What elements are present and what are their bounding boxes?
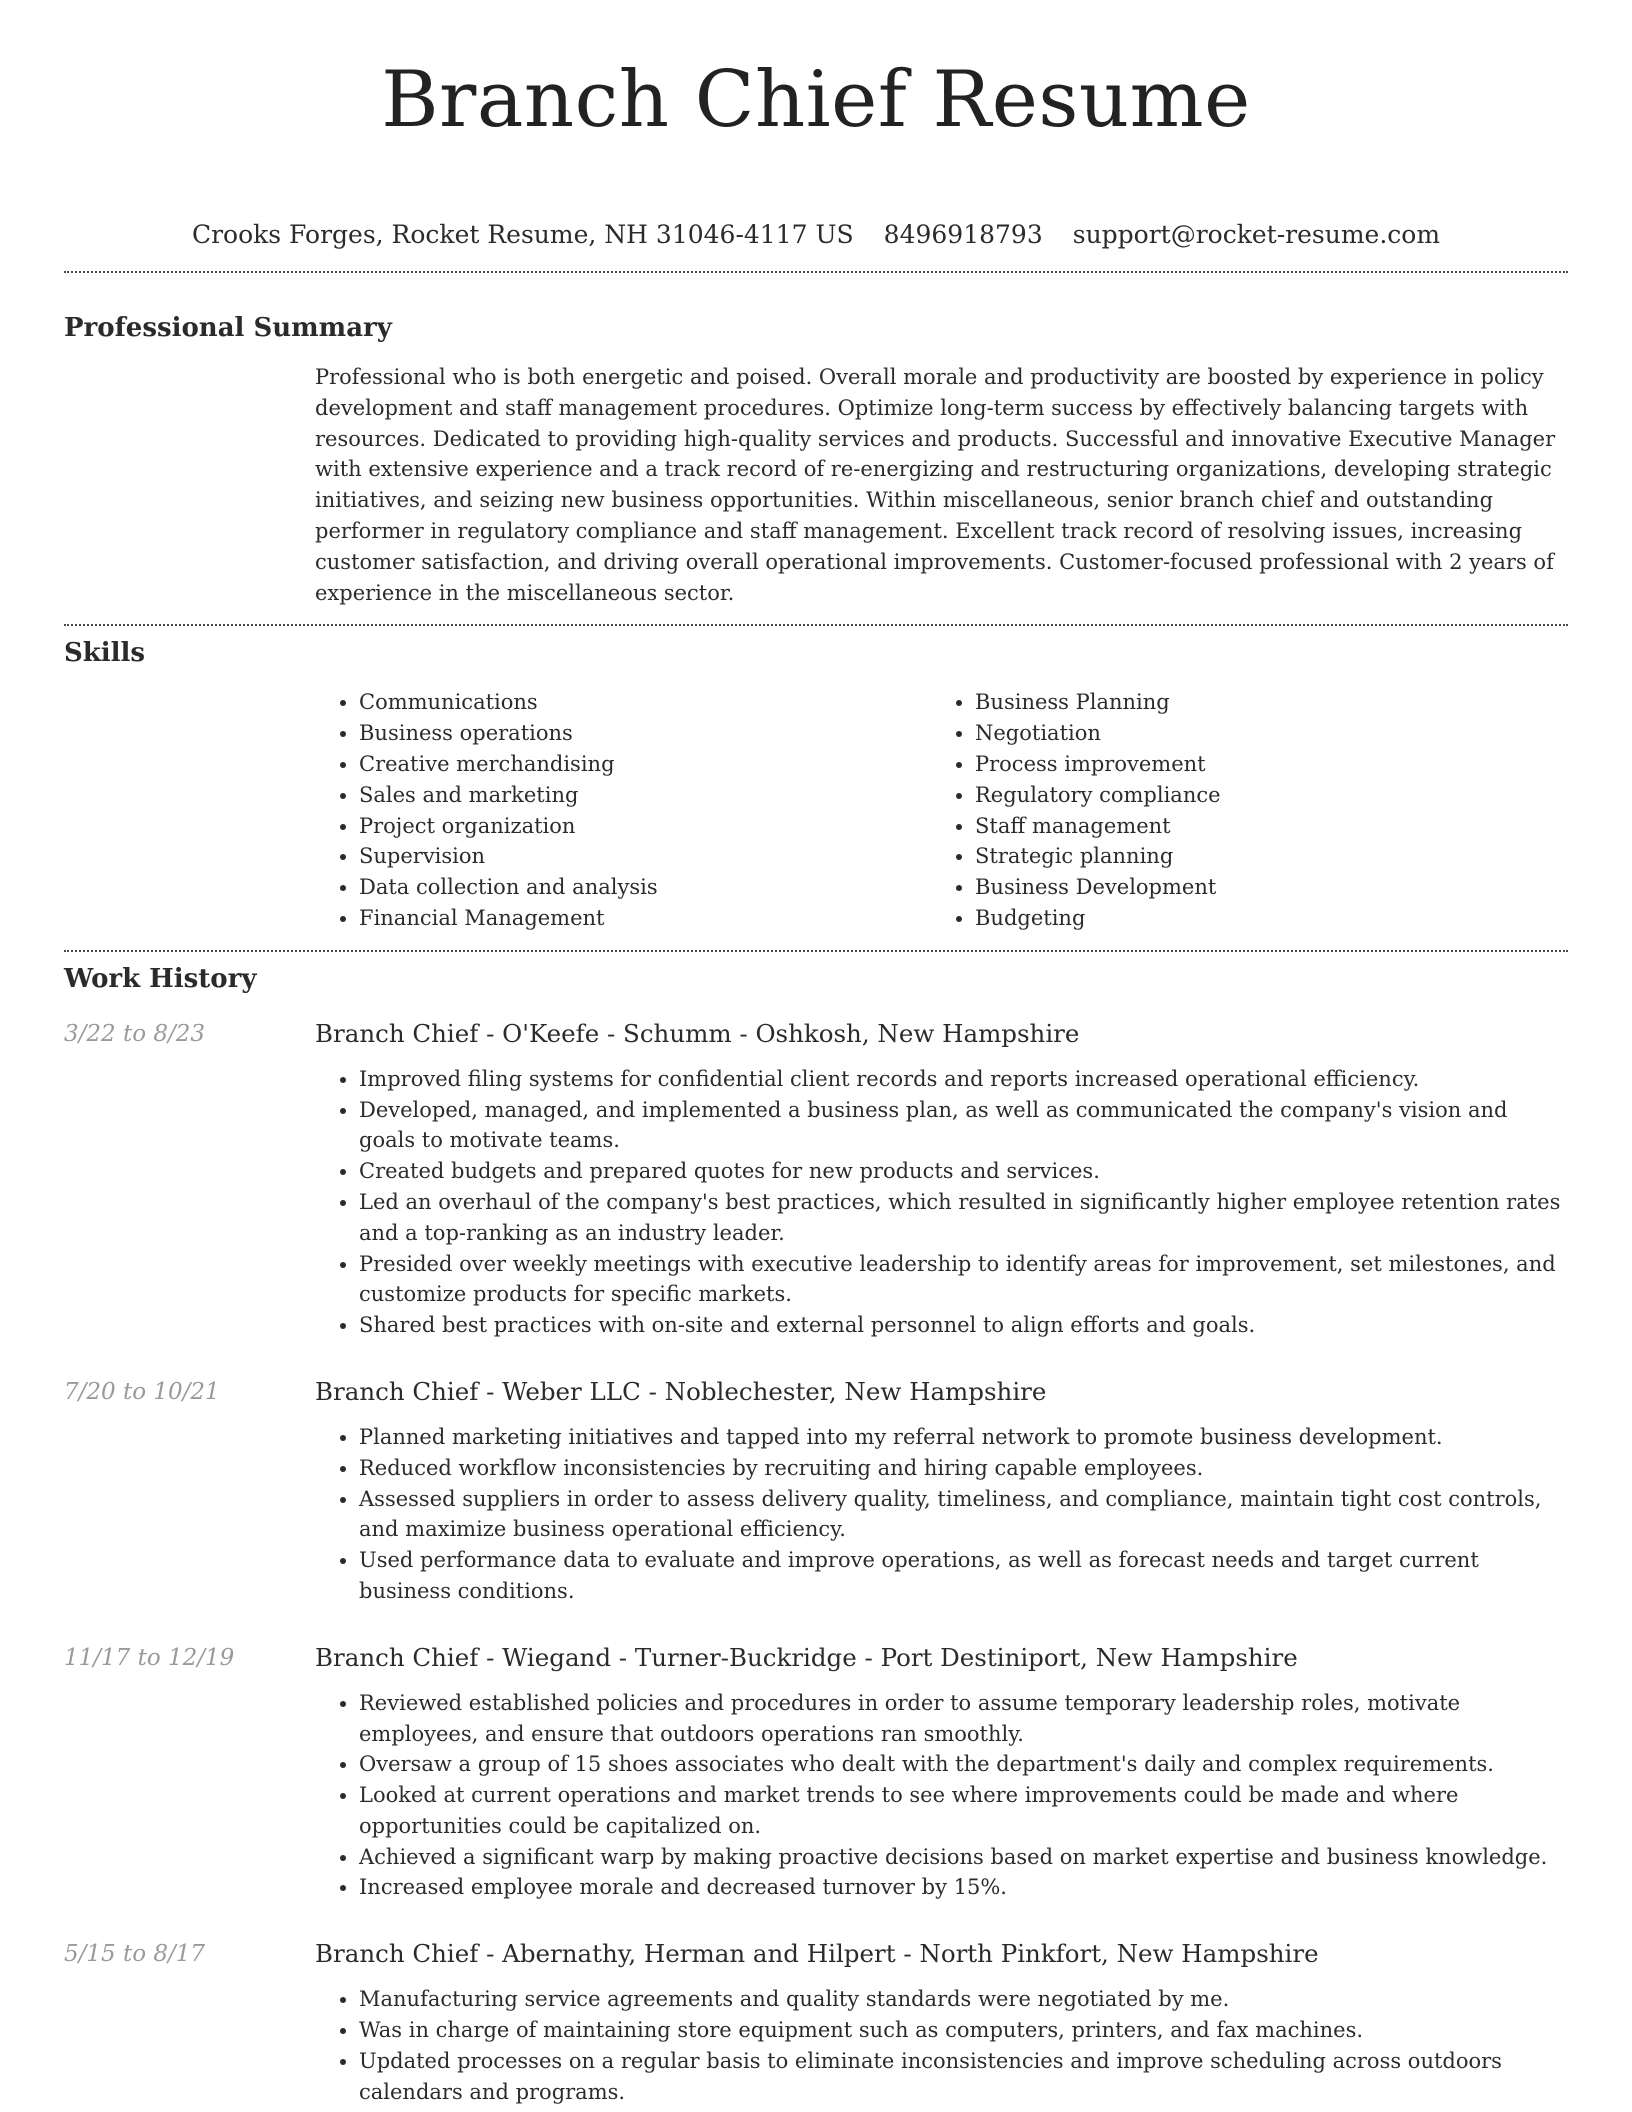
job-bullets [315,1422,1568,1607]
job-bullet: • Looked at current operations and market trends to see where improvements could be made and where opportunities could be capitalized on. [359,1780,1568,1842]
job-bullet: • Planned marketing initiatives and tapped into my referral network to promote business development. [359,1422,1568,1453]
skills-heading: Skills [64,638,146,669]
skill-item: • Strategic planning [975,841,1546,872]
skill-item: • Staff management [975,811,1546,842]
skills-section [315,687,1568,933]
job-bullet: • Achieved a significant warp by making proactive decisions based on market expertise and business knowledge. [359,1842,1568,1873]
contact-line [64,218,1568,252]
resume-page [64,0,1568,2107]
page-title: Branch Chief Resume [381,55,1251,145]
job-bullet: • Oversaw a group of 15 shoes associates who dealt with the department's daily and complex requirements. [359,1749,1568,1780]
skills-list-left [315,687,931,933]
skill-item: • Creative merchandising [359,749,931,780]
job-bullet: • Reduced workflow inconsistencies by recruiting and hiring capable employees. [359,1453,1568,1484]
job-bullet: • Was in charge of maintaining store equipment such as computers, printers, and fax machines. [359,2015,1568,2046]
skill-item: • Project organization [359,811,931,842]
skill-item: • Process improvement [975,749,1546,780]
job-title: Branch Chief - Weber LLC - Noblechester, New Hampshire [315,1376,1047,1406]
divider [64,624,1568,626]
summary-text: Professional who is both energetic and poised. Overall morale and productivity are boosted by experience in policy development and staff management procedures. Optimize long-term success by effectively balancing targets with resources. Dedicated to providing high-quality services and products. Successful and innovative Executive Manager with extensive experience and a track record of re-energizing and restructuring organizations, developing strategic initiatives, and seizing new business opportunities. Within miscellaneous, senior branch chief and outstanding performer in regulatory compliance and staff management. Excellent track record of resolving issues, increasing customer satisfaction, and driving overall operational improvements. Customer-focused professional with 2 years of experience in the miscellaneous sector. [315,365,1556,605]
work-heading: Work History [64,963,257,994]
job-bullet: • Shared best practices with on-site and external personnel to align efforts and goals. [359,1310,1568,1341]
job-dates: 7/20 to 10/21 [64,1378,220,1405]
job-bullet: • Assessed suppliers in order to assess delivery quality, timeliness, and compliance, maintain tight cost controls, and maximize business operational efficiency. [359,1484,1568,1546]
job-bullet: • Manufacturing service agreements and quality standards were negotiated by me. [359,1984,1568,2015]
job-dates: 11/17 to 12/19 [64,1644,235,1671]
job-dates: 5/15 to 8/17 [64,1941,206,1968]
job-bullet: • Led an overhaul of the company's best practices, which resulted in significantly higher employee retention rates and a top-ranking as an industry leader. [359,1187,1568,1249]
job-title: Branch Chief - Abernathy, Herman and Hilpert - North Pinkfort, New Hampshire [315,1939,1319,1969]
summary-heading: Professional Summary [64,313,392,343]
job-bullet: • Improved filing systems for confidential client records and reports increased operational efficiency. [359,1064,1568,1095]
job-bullet: • Increased employee morale and decreased turnover by 15%. [359,1872,1568,1903]
job-entry [64,1017,1568,1341]
job-bullet: • Updated processes on a regular basis to eliminate inconsistencies and improve scheduling across outdoors calendars and programs. [359,2046,1568,2108]
job-bullet: • Used performance data to evaluate and improve operations, as well as forecast needs and target current business conditions. [359,1545,1568,1607]
contact-email: support@rocket-resume.com [1072,220,1441,249]
job-entry [64,1641,1568,1904]
skill-item: • Supervision [359,841,931,872]
job-bullet: • Presided over weekly meetings with executive leadership to identify areas for improvement, set milestones, and customize products for specific markets. [359,1249,1568,1311]
job-bullets [315,1688,1568,1904]
skills-list-right [931,687,1546,933]
skill-item: • Negotiation [975,718,1546,749]
skill-item: • Data collection and analysis [359,872,931,903]
contact-phone: 8496918793 [883,220,1043,249]
job-entry [64,1937,1568,2107]
skill-item: • Business operations [359,718,931,749]
job-bullet: • Developed, managed, and implemented a business plan, as well as communicated the company's vision and goals to motivate teams. [359,1095,1568,1157]
job-dates: 3/22 to 8/23 [64,1020,206,1047]
summary-section [315,362,1568,608]
divider [64,950,1568,952]
skill-item: • Financial Management [359,903,931,934]
skill-item: • Business Development [975,872,1546,903]
job-title: Branch Chief - O'Keefe - Schumm - Oshkosh, New Hampshire [315,1018,1080,1048]
job-entry [64,1375,1568,1607]
skill-item: • Regulatory compliance [975,780,1546,811]
job-bullet: • Reviewed established policies and procedures in order to assume temporary leadership roles, motivate employees, and ensure that outdoors operations ran smoothly. [359,1688,1568,1750]
skill-item: • Communications [359,687,931,718]
skill-item: • Sales and marketing [359,780,931,811]
skill-item: • Business Planning [975,687,1546,718]
job-title: Branch Chief - Wiegand - Turner-Buckridge - Port Destiniport, New Hampshire [315,1642,1298,1672]
job-bullets [315,1064,1568,1341]
job-bullets [315,1984,1568,2107]
divider [64,271,1568,273]
contact-address: Crooks Forges, Rocket Resume, NH 31046-4117 US [191,220,854,249]
job-bullet: • Created budgets and prepared quotes for new products and services. [359,1156,1568,1187]
skill-item: • Budgeting [975,903,1546,934]
